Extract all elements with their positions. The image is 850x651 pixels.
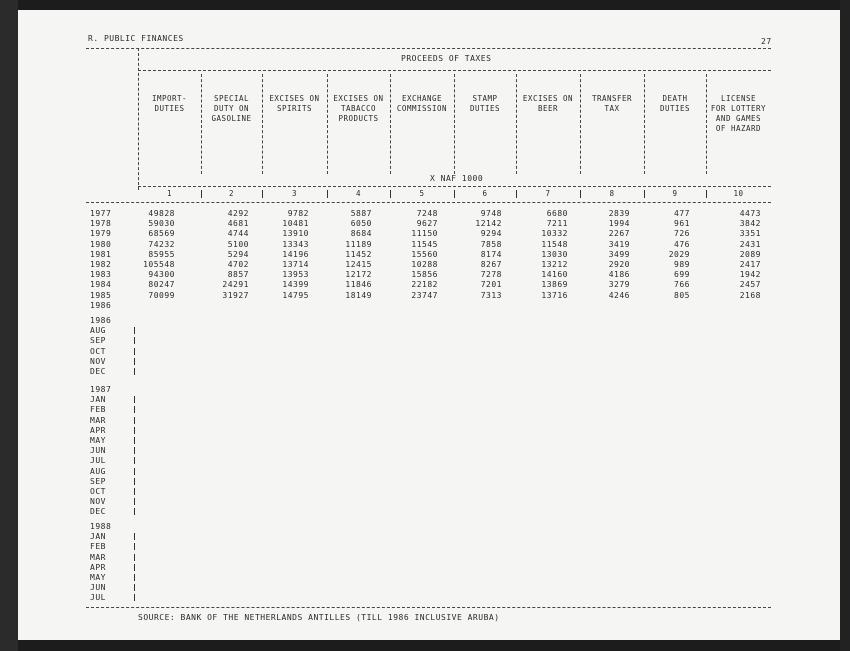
row-marker (134, 543, 135, 550)
row-marker (134, 564, 135, 571)
group-heading: PROCEEDS OF TAXES (401, 54, 492, 63)
table-cell: 4473 (739, 209, 761, 218)
table-cell: 24291 (222, 280, 249, 290)
month-label: JAN (90, 532, 106, 542)
table-cell: 6680 (546, 209, 568, 218)
table-cell: 7211 (546, 219, 568, 229)
column-number-4: 4 (355, 189, 361, 198)
table-cell: 8267 (480, 260, 502, 269)
row-marker (134, 594, 135, 601)
table-cell: 11150 (411, 229, 438, 239)
column-divider (706, 74, 707, 174)
table-cell: 15560 (411, 249, 438, 259)
column-divider (454, 74, 455, 174)
table-cell: 3419 (608, 239, 630, 249)
column-header-6: STAMP DUTIES (469, 94, 501, 113)
column-divider (201, 74, 202, 174)
table-cell: 2457 (739, 280, 761, 290)
year-label: 1985 (90, 290, 112, 300)
table-cell: 12142 (475, 219, 502, 229)
month-label: AUG (90, 466, 106, 476)
column-divider (262, 74, 263, 174)
table-cell: 11189 (345, 239, 372, 249)
column-divider (516, 74, 517, 174)
row-marker (134, 406, 135, 413)
table-cell: 59030 (148, 219, 175, 229)
table-cell: 2267 (608, 229, 630, 239)
year-label: 1984 (90, 280, 112, 290)
column-divider (390, 74, 391, 174)
year-label: 1979 (90, 229, 112, 239)
table-cell: 1942 (739, 270, 761, 280)
table-cell: 3842 (739, 219, 761, 229)
table-cell: 3279 (608, 280, 630, 290)
unit-label: X NAF 1000 (430, 174, 484, 183)
block-year-label: 1986 (90, 316, 112, 325)
bottom-rule (86, 607, 771, 608)
table-cell: 5887 (350, 209, 372, 218)
column-header-8: TRANSFER TAX (591, 94, 633, 113)
column-number-2: 2 (228, 189, 234, 198)
table-cell: 31927 (222, 290, 249, 300)
table-cell: 68569 (148, 229, 175, 239)
table-cell: 10332 (541, 229, 568, 239)
column-number-1: 1 (166, 189, 172, 198)
table-cell: 11545 (411, 239, 438, 249)
section-title: R. PUBLIC FINANCES (88, 34, 184, 43)
column-number-9: 9 (672, 189, 678, 198)
table-cell: 1994 (608, 219, 630, 229)
table-cell: 699 (674, 270, 690, 280)
table-cell: 13716 (541, 290, 568, 300)
table-cell: 2168 (739, 290, 761, 300)
month-label: NOV (90, 497, 106, 507)
column-header-3: EXCISES ON SPIRITS (269, 94, 320, 113)
table-cell: 11548 (541, 239, 568, 249)
binding-shadow-right (840, 0, 850, 651)
column-number-divider (390, 190, 391, 198)
month-label: FEB (90, 542, 106, 552)
table-cell: 9748 (480, 209, 502, 218)
table-cell: 105548 (143, 260, 175, 269)
row-marker (134, 554, 135, 561)
table-cell: 18149 (345, 290, 372, 300)
table-cell: 2431 (739, 239, 761, 249)
month-label: DEC (90, 507, 106, 517)
month-label: MAY (90, 436, 106, 445)
row-marker (134, 574, 135, 581)
table-cell: 2417 (739, 260, 761, 269)
month-label: SEP (90, 476, 106, 486)
column-number-divider (327, 190, 328, 198)
unit-rule (138, 186, 771, 187)
table-cell: 4292 (227, 209, 249, 218)
table-cell: 4186 (608, 270, 630, 280)
column-number-3: 3 (291, 189, 297, 198)
row-marker (134, 447, 135, 454)
top-rule (86, 48, 771, 49)
month-label: OCT (90, 346, 106, 356)
group-rule (138, 70, 771, 71)
source-note: SOURCE: BANK OF THE NETHERLANDS ANTILLES (TILL 1986 INCLUSIVE ARUBA) (138, 613, 500, 622)
table-cell: 6050 (350, 219, 372, 229)
column-header-5: EXCHANGE COMMISSION (396, 94, 448, 113)
row-marker (134, 437, 135, 444)
column-header-9: DEATH DUTIES (659, 94, 691, 113)
table-cell: 3351 (739, 229, 761, 239)
column-header-2: SPECIAL DUTY ON GASOLINE (211, 94, 252, 123)
table-cell: 2839 (608, 209, 630, 218)
row-marker (134, 498, 135, 505)
month-label: JUL (90, 593, 106, 603)
column-number-divider (454, 190, 455, 198)
table-cell: 7858 (480, 239, 502, 249)
document-page (18, 10, 840, 640)
table-cell: 74232 (148, 239, 175, 249)
row-marker (134, 508, 135, 515)
month-label: OCT (90, 487, 106, 496)
year-label: 1983 (90, 270, 112, 280)
year-label: 1986 (90, 300, 112, 310)
year-label: 1981 (90, 249, 112, 259)
table-cell: 7201 (480, 280, 502, 290)
table-cell: 7278 (480, 270, 502, 280)
table-cell: 477 (674, 209, 690, 218)
table-cell: 5100 (227, 239, 249, 249)
table-cell: 14160 (541, 270, 568, 280)
header-bottom-rule (86, 202, 771, 203)
table-cell: 13343 (282, 239, 309, 249)
table-cell: 8857 (227, 270, 249, 280)
table-cell: 13714 (282, 260, 309, 269)
row-marker (134, 478, 135, 485)
block-year-label: 1988 (90, 522, 112, 531)
table-cell: 14196 (282, 249, 309, 259)
table-cell: 12415 (345, 260, 372, 269)
table-cell: 9627 (416, 219, 438, 229)
table-cell: 7248 (416, 209, 438, 218)
table-cell: 2029 (668, 249, 690, 259)
row-marker (134, 533, 135, 540)
table-cell: 22182 (411, 280, 438, 290)
row-marker (134, 468, 135, 475)
table-cell: 13910 (282, 229, 309, 239)
month-label: MAR (90, 552, 106, 562)
column-number-6: 6 (482, 189, 488, 198)
table-cell: 13030 (541, 249, 568, 259)
column-number-5: 5 (419, 189, 425, 198)
year-label: 1982 (90, 260, 112, 269)
row-marker (134, 417, 135, 424)
month-label: FEB (90, 405, 106, 415)
row-marker (134, 427, 135, 434)
table-cell: 11452 (345, 249, 372, 259)
table-cell: 10288 (411, 260, 438, 269)
table-cell: 23747 (411, 290, 438, 300)
table-cell: 989 (674, 260, 690, 269)
table-cell: 2089 (739, 249, 761, 259)
table-cell: 94300 (148, 270, 175, 280)
table-cell: 8684 (350, 229, 372, 239)
month-label: JUL (90, 456, 106, 466)
table-cell: 9782 (287, 209, 309, 218)
row-marker (134, 584, 135, 591)
table-cell: 14795 (282, 290, 309, 300)
table-cell: 15856 (411, 270, 438, 280)
table-cell: 5294 (227, 249, 249, 259)
table-cell: 80247 (148, 280, 175, 290)
binding-shadow-left (0, 0, 18, 651)
month-label: DEC (90, 367, 106, 376)
column-divider (644, 74, 645, 174)
table-cell: 476 (674, 239, 690, 249)
month-label: MAY (90, 573, 106, 582)
column-number-7: 7 (545, 189, 551, 198)
column-number-divider (706, 190, 707, 198)
table-cell: 12172 (345, 270, 372, 280)
table-cell: 11846 (345, 280, 372, 290)
table-cell: 766 (674, 280, 690, 290)
row-marker (134, 457, 135, 464)
month-label: JAN (90, 395, 106, 405)
column-number-divider (644, 190, 645, 198)
month-label: APR (90, 562, 106, 572)
table-cell: 805 (674, 290, 690, 300)
table-cell: 13869 (541, 280, 568, 290)
table-cell: 13212 (541, 260, 568, 269)
column-number-divider (262, 190, 263, 198)
column-header-1: IMPORT- DUTIES (151, 94, 188, 113)
column-divider (580, 74, 581, 174)
table-cell: 4744 (227, 229, 249, 239)
month-label: SEP (90, 336, 106, 346)
table-cell: 4246 (608, 290, 630, 300)
column-header-4: EXCISES ON TABACCO PRODUCTS (333, 94, 384, 123)
year-label: 1980 (90, 239, 112, 249)
year-label: 1978 (90, 219, 112, 229)
column-header-7: EXCISES ON BEER (522, 94, 574, 113)
table-cell: 70099 (148, 290, 175, 300)
row-marker (134, 327, 135, 334)
row-marker (134, 358, 135, 365)
row-marker (134, 337, 135, 344)
table-cell: 8174 (480, 249, 502, 259)
table-cell: 10481 (282, 219, 309, 229)
column-divider (327, 74, 328, 174)
month-label: NOV (90, 356, 106, 366)
table-cell: 2920 (608, 260, 630, 269)
column-number-10: 10 (733, 189, 744, 198)
column-header-10: LICENSE FOR LOTTERY AND GAMES OF HAZARD (710, 94, 767, 133)
row-marker (134, 368, 135, 375)
month-label: APR (90, 425, 106, 435)
row-marker (134, 396, 135, 403)
table-cell: 49828 (148, 209, 175, 218)
page-number: 27 (761, 37, 772, 46)
column-number-divider (516, 190, 517, 198)
column-number-divider (201, 190, 202, 198)
month-label: AUG (90, 326, 106, 336)
block-year-label: 1987 (90, 385, 112, 394)
column-number-divider (580, 190, 581, 198)
table-cell: 961 (674, 219, 690, 229)
table-cell: 13953 (282, 270, 309, 280)
table-cell: 9294 (480, 229, 502, 239)
month-label: JUN (90, 446, 106, 456)
year-label: 1977 (90, 209, 112, 218)
month-label: JUN (90, 583, 106, 593)
table-cell: 14399 (282, 280, 309, 290)
table-cell: 726 (674, 229, 690, 239)
column-number-8: 8 (609, 189, 615, 198)
table-cell: 4681 (227, 219, 249, 229)
month-label: MAR (90, 415, 106, 425)
row-marker (134, 348, 135, 355)
table-cell: 85955 (148, 249, 175, 259)
table-cell: 4702 (227, 260, 249, 269)
table-cell: 7313 (480, 290, 502, 300)
row-marker (134, 488, 135, 495)
table-cell: 3499 (608, 249, 630, 259)
